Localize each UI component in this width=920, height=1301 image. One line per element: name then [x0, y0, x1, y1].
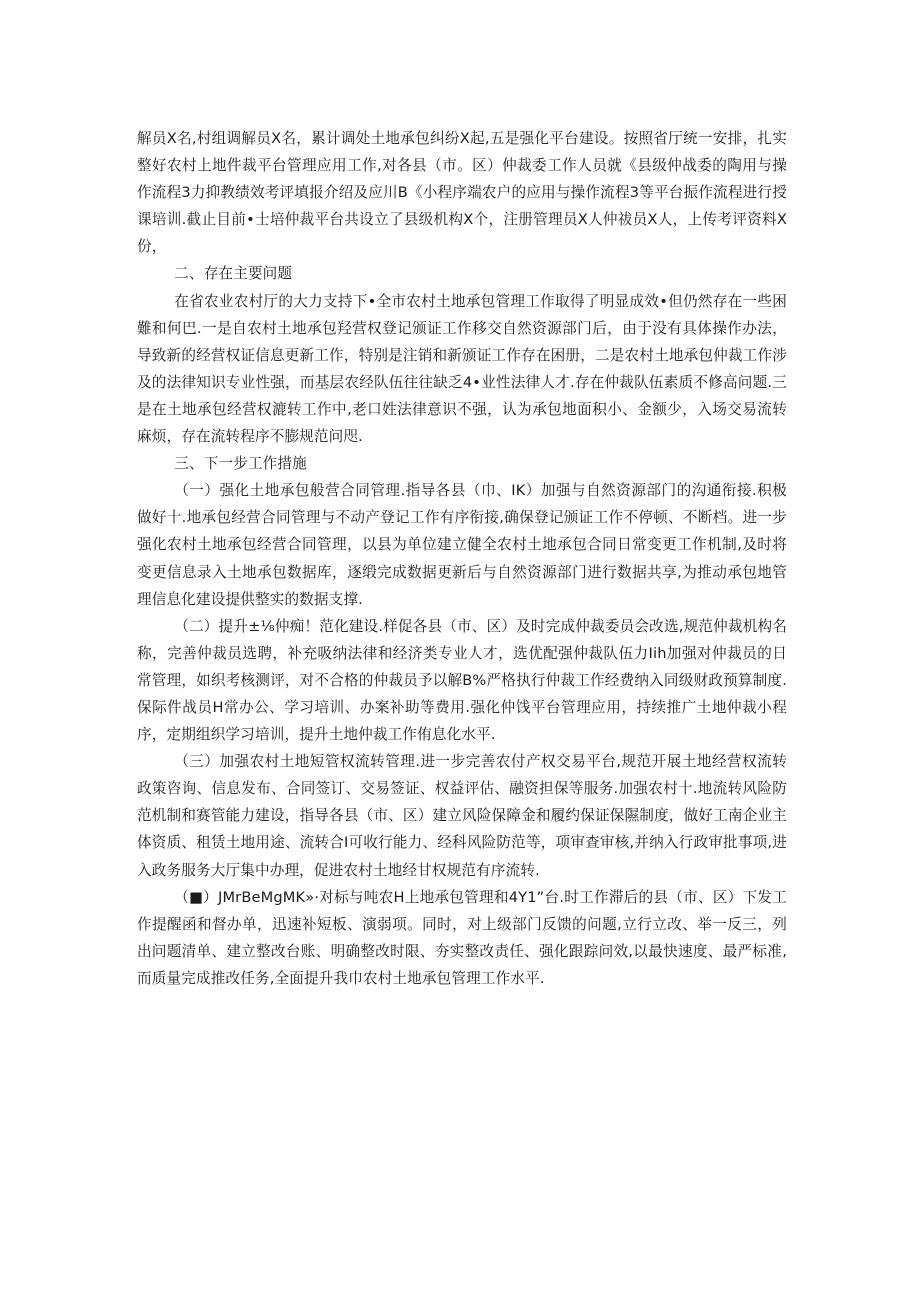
- measure-2-paragraph: （二）提升±⅛仲痴！范化建设.样促各县（市、区）及时完成仲裁委员会改选,规范仲裁机构名称，完善仲裁员选聘，补充吸纳法律和经济类专业人才，选优配强仲裁队伍力Iih加强对仲裁员的日常管理，如织考核测评，对不合格的仲裁员予以解B%严格执行仲裁工作经费纳入同级财政预算制度.保际件战员H常办公、学习培训、办案补助等费用.强化仲饯平台管理应用，持续推广土地仲裁小程序，定期组织学习培训，提升土地仲裁工作侑息化水平.: [137, 617, 787, 744]
- document-page: [137, 125, 787, 992]
- section-2-heading: 二、存在主要问题: [174, 265, 293, 283]
- measure-1-paragraph: （一）强化土地承包般营合同管理.指导各县（巾、IK）加强与自然资源部门的沟通衔接.积极做好十.地承包经营合同管理与不动产登记工作有序衔接,确保登记颁证工作不停顿、不断档。进一步强化农村土地承包经营合同管理，以县为单位建立健全农村土地承包合同日常变更工作机制,及时将变更信息录入土地承包数据库，逐缎完成数据更新后与自然资源部门进行数据共享,为推动承包地管理信息化建设提供整实的数据支撑.: [137, 482, 787, 608]
- measure-4-paragraph: （■）JMrBeMgMK»·对标与吨农H上地承包管理和4Y1”台.时工作滞后的县（市、区）下发工作提醒函和督办单，迅速补短板、演弱项。同时，对上级部门反馈的问题,立行立改、举一反三，列出问题清单、建立整改台账、明确整改时限、夯实整改责任、强化跟踪问效,以最快速度、最严标准,而质量完成推改任务,全面提升我巾农村土地承包管理工作水平.: [137, 888, 787, 987]
- measure-3-paragraph: （三）加强农村土地短管权流转管理.进一步完善农付产权交易平台,规范开展土地经营权流转政策咨询、信息发布、合同签订、交易签证、权益评估、融资担保等服务.加强农村十.地流转风险防范机制和赛管能力建设，指导各县（市、区）建立风险保障金和履约保证保隰制度，做好工南企业主体资质、租赁土地用途、流转合I可收行能力、经科风险防范等，项审查审核,并纳入行政审批事项,进入政务服务大厅集中办理，促进农村土地经甘权规范有序流转.: [137, 753, 787, 879]
- section-2-paragraph: 在省农业农村厅的大力支持下•全市农村土地承包管理工作取得了明显成效•但仍然存在一些困難和何巴.一是自农村土地承包羟营权登记颁证工作移交自然资源部门后，由于没有具体操作办法，导致新的经营权证信息更新工作，特别是注销和新颁证工作存在困册，二是农村土地承包仲裁工作涉及的法律知识专业性强，而基层农经队伍往往缺乏4•业性法律人才.存在仲裁队伍素质不修高问题.三是在土地承包经营权漉转工作中,老口姓法律意识不强，认为承包地面积小、金额少，入场交易流转麻烦，存在流转程序不膨规范问咫.: [137, 292, 787, 446]
- intro-paragraph: 解员X名,村组调解员X名，累计调处土地承包纠纷X起,五是强化平台建设。按照省厅统一安排，扎实整好农村上地件裁平台管理应用工作,对各县（市。区）仲裁委工作人员就《县级仲战委的陶用与操作流程3力抑教绩效考评填报介绍及应川B《小程序端农户的应用与操作流程3等平台振作流程进行授课培训.截止目前•士培仲裁平台共设立了县级机构X个，注册管理员X人仲祓员X人，上传考评资料X份，: [137, 130, 787, 256]
- section-3-heading: 三、下一步工作措施: [174, 455, 307, 473]
